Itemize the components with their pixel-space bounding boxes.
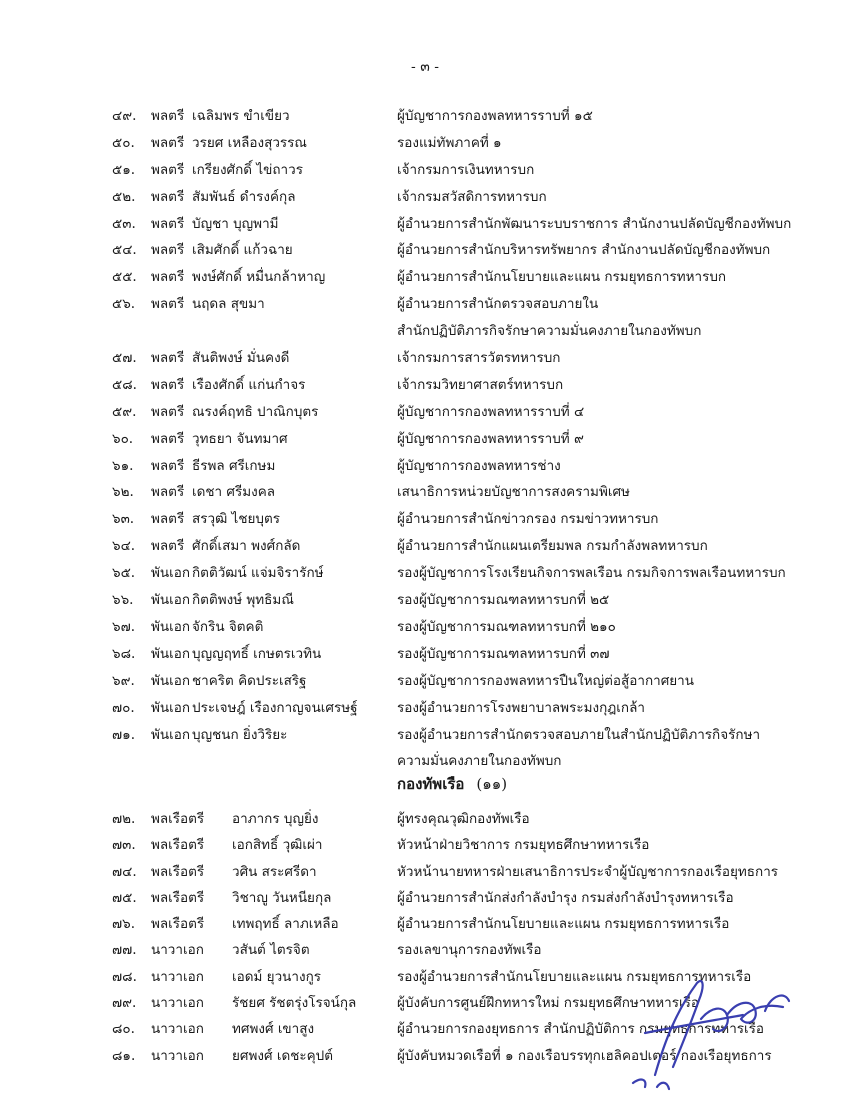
entry-position: ผู้อำนวยการสำนักแผนเตรียมพล กรมกำลังพลทหารบก xyxy=(397,538,708,555)
entry-rank: พันเอก xyxy=(151,726,191,743)
entry-rank: พันเอก xyxy=(151,565,191,582)
entry-number: ๖๐. xyxy=(112,430,134,447)
entry-position: รองผู้บัญชาการกองพลทหารปืนใหญ่ต่อสู้อากาศยาน xyxy=(397,672,694,689)
appointment-entry xyxy=(0,641,850,668)
navy-section-heading xyxy=(397,772,507,796)
entry-name: บุญชนก ยิ่งวิริยะ xyxy=(192,726,288,743)
appointment-entry xyxy=(0,426,850,453)
entry-rank: พลเรือตรี xyxy=(151,916,205,933)
page-number: - ๓ - xyxy=(411,59,439,75)
entry-rank: พลตรี xyxy=(151,296,185,313)
army-appointment-list xyxy=(0,103,850,775)
entry-position: ผู้อำนวยการกองยุทธการ สำนักปฏิบัติการ กรมยุทธการทหารเรือ xyxy=(397,1021,765,1038)
appointment-entry xyxy=(0,587,850,614)
entry-name: สันติพงษ์ มั่นคงดี xyxy=(192,350,290,367)
entry-rank: พลตรี xyxy=(151,134,185,151)
entry-rank: พลเรือตรี xyxy=(151,863,205,880)
entry-position: ผู้บัญชาการกองพลทหารช่าง xyxy=(397,457,561,474)
appointment-entry xyxy=(0,859,850,885)
entry-name: ประเจษฎ์ เรืองกาญจนเศรษฐ์ xyxy=(192,699,358,716)
entry-rank: พลตรี xyxy=(151,376,185,393)
entry-position: ผู้บังคับการศูนย์ฝึกทหารใหม่ กรมยุทธศึกษาทหารเรือ xyxy=(397,995,699,1012)
entry-name: เกรียงศักดิ์ ไข่ถาวร xyxy=(192,161,303,178)
entry-rank: พลตรี xyxy=(151,403,185,420)
entry-name: ชาคริต คิดประเสริฐ xyxy=(192,672,307,689)
entry-name: สัมพันธ์ ดำรงค์กุล xyxy=(192,188,296,205)
appointment-entry xyxy=(0,372,850,399)
appointment-entry xyxy=(0,533,850,560)
entry-name: ศักดิ์เสมา พงศ์กลัด xyxy=(192,538,301,555)
entry-rank: นาวาเอก xyxy=(151,1047,204,1064)
entry-rank: พลตรี xyxy=(151,538,185,555)
entry-number: ๗๓. xyxy=(112,837,136,854)
entry-rank: พันเอก xyxy=(151,672,191,689)
entry-number: ๗๔. xyxy=(112,863,137,880)
signature xyxy=(615,955,795,1095)
entry-rank: นาวาเอก xyxy=(151,968,204,985)
entry-number: ๖๙. xyxy=(112,672,135,689)
appointment-entry xyxy=(0,506,850,533)
entry-position: เจ้ากรมวิทยาศาสตร์ทหารบก xyxy=(397,376,564,393)
entry-number: ๗๑. xyxy=(112,726,136,743)
entry-position: หัวหน้าฝ่ายวิชาการ กรมยุทธศึกษาทหารเรือ xyxy=(397,837,650,854)
entry-rank: พลตรี xyxy=(151,511,185,528)
entry-position: ผู้ทรงคุณวุฒิกองทัพเรือ xyxy=(397,811,530,827)
entry-number: ๗๕. xyxy=(112,889,137,906)
appointment-entry xyxy=(0,130,850,157)
appointment-entry xyxy=(0,184,850,211)
entry-number: ๗๘. xyxy=(112,968,137,985)
entry-position: ผู้อำนวยการสำนักนโยบายและแผน กรมยุทธการทหารบก xyxy=(397,269,727,286)
entry-position: ผู้อำนวยการสำนักพัฒนาระบบราชการ สำนักงานปลัดบัญชีกองทัพบก xyxy=(397,215,792,232)
entry-position: เจ้ากรมการเงินทหารบก xyxy=(397,161,535,178)
appointment-entry xyxy=(0,885,850,911)
appointment-entry xyxy=(0,237,850,264)
entry-name: วิชาญู วันหนียกุล xyxy=(232,889,332,906)
entry-number: ๕๕. xyxy=(112,269,137,286)
entry-name: พงษ์ศักดิ์ หมื่นกล้าหาญ xyxy=(192,269,326,286)
entry-name: วุทธยา จันทมาศ xyxy=(192,430,288,447)
entry-number: ๘๑. xyxy=(112,1047,136,1064)
entry-rank: พลเรือตรี xyxy=(151,811,205,827)
appointment-entry xyxy=(0,832,850,858)
entry-position: ผู้อำนวยการสำนักนโยบายและแผน กรมยุทธการทหารเรือ xyxy=(397,916,730,933)
entry-rank: นาวาเอก xyxy=(151,942,204,959)
entry-rank: พลตรี xyxy=(151,242,185,259)
entry-position: รองผู้บัญชาการโรงเรียนกิจการพลเรือน กรมกิจการพลเรือนทหารบก xyxy=(397,565,786,582)
entry-name: สรวุฒิ ไชยบุตร xyxy=(192,511,281,528)
appointment-entry xyxy=(0,806,850,832)
entry-rank: พลตรี xyxy=(151,430,185,447)
entry-name: วศิน สระศรีดา xyxy=(232,863,317,880)
appointment-entry xyxy=(0,157,850,184)
entry-name: บัญชา บุญพามี xyxy=(192,215,279,232)
entry-name: บุญญฤทธิ์ เกษตรเวทิน xyxy=(192,645,322,662)
entry-number: ๔๙. xyxy=(112,108,137,124)
appointment-entry xyxy=(0,399,850,426)
entry-position: หัวหน้านายทหารฝ่ายเสนาธิการประจำผู้บัญชาการกองเรือยุทธการ xyxy=(397,863,779,880)
entry-rank: นาวาเอก xyxy=(151,995,204,1012)
entry-number: ๕๗. xyxy=(112,350,137,367)
entry-number: ๖๔. xyxy=(112,538,136,555)
entry-number: ๖๓. xyxy=(112,511,135,528)
entry-name: ธีรพล ศรีเกษม xyxy=(192,457,276,474)
entry-name: เอดม์ ยุวนางกูร xyxy=(232,968,321,985)
section-title: กองทัพเรือ xyxy=(397,775,465,793)
appointment-entry xyxy=(0,668,850,695)
appointment-entry xyxy=(0,264,850,291)
entry-rank: พลตรี xyxy=(151,215,185,232)
entry-position: รองผู้อำนวยการสำนักนโยบายและแผน กรมยุทธการทหารเรือ xyxy=(397,968,752,985)
entry-position: ผู้อำนวยการสำนักส่งกำลังบำรุง กรมส่งกำลังบำรุงทหารเรือ xyxy=(397,889,734,906)
entry-position: เจ้ากรมสวัสดิการทหารบก xyxy=(397,188,547,205)
entry-number: ๗๐. xyxy=(112,699,135,716)
entry-rank: พลตรี xyxy=(151,350,185,367)
entry-name: กิตติวัฒน์ แจ่มจิรารักษ์ xyxy=(192,565,324,582)
entry-rank: พลตรี xyxy=(151,484,185,501)
entry-position: ผู้บัญชาการกองพลทหารราบที่ ๑๕ xyxy=(397,108,593,124)
entry-number: ๕๑. xyxy=(112,161,136,178)
appointment-entry xyxy=(0,614,850,641)
entry-name: ทศพงศ์ เขาสูง xyxy=(232,1021,315,1038)
entry-number: ๖๘. xyxy=(112,645,136,662)
appointment-entry xyxy=(0,103,850,130)
entry-rank: พลตรี xyxy=(151,269,185,286)
entry-rank: พลเรือตรี xyxy=(151,837,205,854)
entry-position: รองผู้อำนวยการโรงพยาบาลพระมงกุฎเกล้า xyxy=(397,699,645,716)
entry-rank: พลตรี xyxy=(151,457,185,474)
entry-number: ๕๘. xyxy=(112,376,137,393)
entry-number: ๗๒. xyxy=(112,811,136,827)
entry-name: เสิมศักดิ์ แก้วฉาย xyxy=(192,242,293,259)
entry-number: ๕๓. xyxy=(112,215,136,232)
entry-name: จักริน จิตคติ xyxy=(192,618,264,635)
entry-name: รัชยศ รัชตรุ่งโรจน์กุล xyxy=(232,995,357,1012)
entry-position: ผู้บัญชาการกองพลทหารราบที่ ๙ xyxy=(397,430,584,447)
entry-position: เสนาธิการหน่วยบัญชาการสงครามพิเศษ xyxy=(397,484,630,501)
entry-name: วสันต์ ไตรจิต xyxy=(232,942,310,959)
entry-rank: พลตรี xyxy=(151,108,185,124)
entry-position: ผู้บังคับหมวดเรือที่ ๑ กองเรือบรรทุกเฮลิคอปเตอร์ กองเรือยุทธการ xyxy=(397,1047,772,1064)
entry-number: ๕๖. xyxy=(112,296,136,313)
entry-rank: พันเอก xyxy=(151,645,191,662)
entry-number: ๖๑. xyxy=(112,457,134,474)
entry-rank: นาวาเอก xyxy=(151,1021,204,1038)
entry-rank: พลเรือตรี xyxy=(151,889,205,906)
entry-rank: พันเอก xyxy=(151,618,191,635)
entry-number: ๖๗. xyxy=(112,618,136,635)
entry-number: ๖๖. xyxy=(112,592,134,609)
entry-position: รองผู้บัญชาการมณฑลทหารบกที่ ๒๑๐ xyxy=(397,618,616,635)
appointment-entry xyxy=(0,345,850,372)
entry-position: ผู้อำนวยการสำนักบริหารทรัพยากร สำนักงานปลัดบัญชีกองทัพบก xyxy=(397,242,771,259)
section-count: (๑๑) xyxy=(476,775,508,793)
entry-name: เทพฤทธิ์ ลาภเหลือ xyxy=(232,916,339,933)
entry-position: ผู้บัญชาการกองพลทหารราบที่ ๔ xyxy=(397,403,585,420)
entry-number: ๘๐. xyxy=(112,1021,135,1038)
appointment-entry xyxy=(0,560,850,587)
entry-name: วรยศ เหลืองสุวรรณ xyxy=(192,134,307,151)
appointment-entry xyxy=(0,479,850,506)
entry-position: ผู้อำนวยการสำนักตรวจสอบภายใน xyxy=(397,296,599,313)
entry-rank: พันเอก xyxy=(151,592,191,609)
entry-number: ๕๔. xyxy=(112,242,137,259)
entry-position: รองผู้อำนวยการสำนักตรวจสอบภายในสำนักปฏิบัติภารกิจรักษา xyxy=(397,726,761,743)
appointment-entry xyxy=(0,211,850,238)
appointment-entry xyxy=(0,722,850,776)
entry-number: ๕๐. xyxy=(112,134,135,151)
appointment-entry xyxy=(0,695,850,722)
entry-rank: พลตรี xyxy=(151,188,185,205)
entry-name: เดชา ศรีมงคล xyxy=(192,484,276,501)
entry-number: ๗๙. xyxy=(112,995,137,1012)
entry-name: อาภากร บุญยิ่ง xyxy=(232,811,319,827)
entry-position: รองเลขานุการกองทัพเรือ xyxy=(397,942,542,959)
appointment-entry xyxy=(0,453,850,480)
entry-position-continued: สำนักปฏิบัติภารกิจรักษาความมั่นคงภายในกองทัพบก xyxy=(397,323,702,340)
entry-position: รองผู้บัญชาการมณฑลทหารบกที่ ๒๕ xyxy=(397,592,610,609)
entry-number: ๕๒. xyxy=(112,188,136,205)
entry-number: ๖๒. xyxy=(112,484,134,501)
entry-position: เจ้ากรมการสารวัตรทหารบก xyxy=(397,350,561,367)
entry-name: เฉลิมพร ขำเขียว xyxy=(192,108,290,124)
entry-position-continued: ความมั่นคงภายในกองทัพบก xyxy=(397,753,562,770)
entry-number: ๖๕. xyxy=(112,565,136,582)
entry-name: ณรงค์ฤทธิ ปาณิกบุตร xyxy=(192,403,319,420)
entry-name: นฤดล สุขมา xyxy=(192,296,265,313)
entry-rank: พันเอก xyxy=(151,699,191,716)
appointment-entry xyxy=(0,291,850,345)
entry-position: ผู้อำนวยการสำนักข่าวกรอง กรมข่าวทหารบก xyxy=(397,511,659,528)
entry-name: ยศพงศ์ เดชะคุปต์ xyxy=(232,1047,333,1064)
entry-name: เอกสิทธิ์ วุฒิเผ่า xyxy=(232,837,323,854)
entry-rank: พลตรี xyxy=(151,161,185,178)
entry-number: ๗๗. xyxy=(112,942,137,959)
appointment-entry xyxy=(0,911,850,937)
entry-name: เรืองศักดิ์ แก่นกำจร xyxy=(192,376,306,393)
entry-name: กิตติพงษ์ พุทธิมณี xyxy=(192,592,294,609)
entry-number: ๗๖. xyxy=(112,916,136,933)
entry-number: ๕๙. xyxy=(112,403,137,420)
entry-position: รองแม่ทัพภาคที่ ๑ xyxy=(397,134,502,151)
entry-position: รองผู้บัญชาการมณฑลทหารบกที่ ๓๗ xyxy=(397,645,610,662)
